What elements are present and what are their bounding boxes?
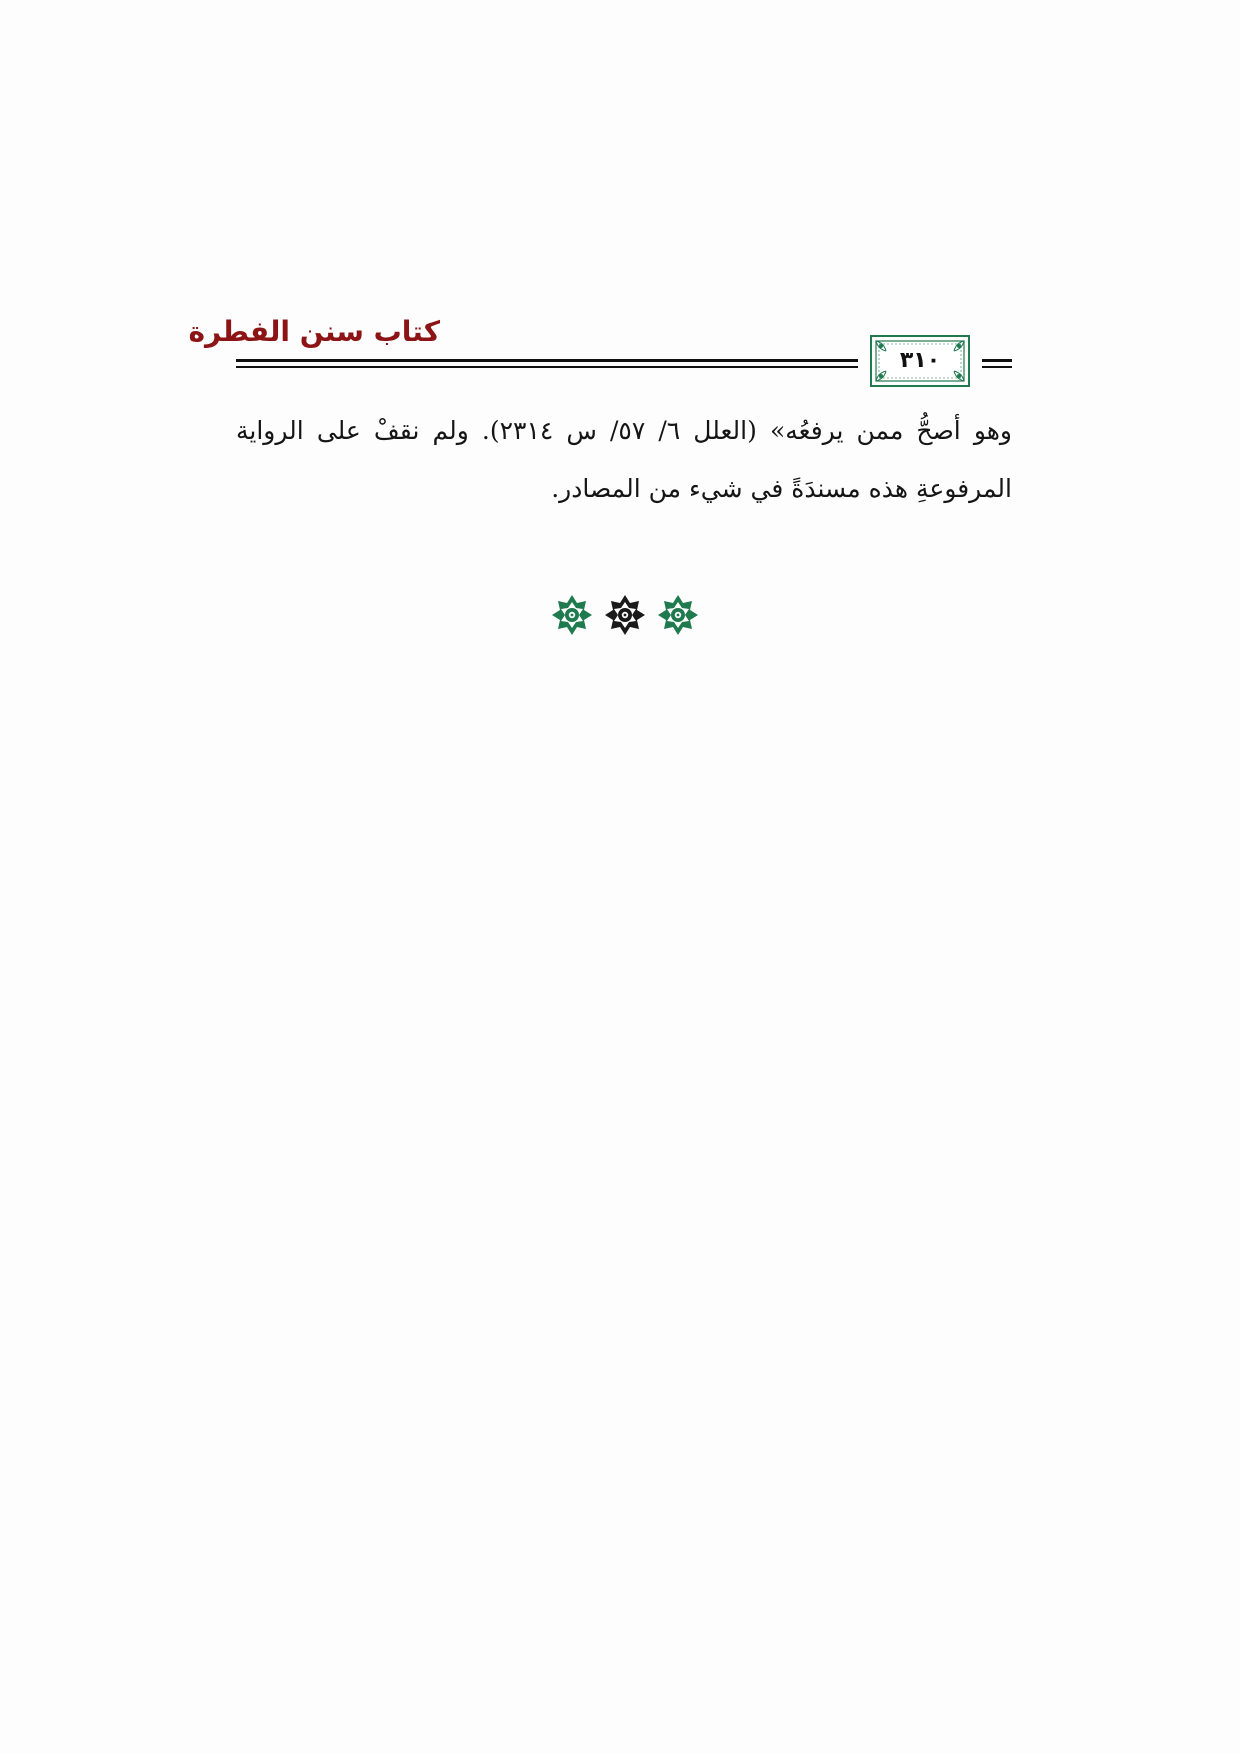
running-header-title: كتاب سنن الفطرة <box>188 315 440 348</box>
header-rule-right-thick <box>982 359 1012 362</box>
header-rule-left-thin <box>236 366 858 368</box>
page-number: ٣١٠ <box>899 348 941 373</box>
page-number-badge <box>870 335 970 387</box>
star-ornament-black-icon <box>603 593 647 637</box>
star-ornament-green-icon <box>656 593 700 637</box>
section-end-ornaments <box>550 593 700 637</box>
body-text-block <box>236 402 1012 518</box>
body-paragraph: وهو أصحُّ ممن يرفعُه» (العلل ٦/ ٥٧/ س ٢٣١٤). ولم نقفْ على الرواية المرفوعةِ هذه مسندَةً في شيء من المصادر. <box>236 416 1012 503</box>
header-rule-left-thick <box>236 359 858 362</box>
star-ornament-green-icon <box>550 593 594 637</box>
header-rule-right-thin <box>982 366 1012 368</box>
